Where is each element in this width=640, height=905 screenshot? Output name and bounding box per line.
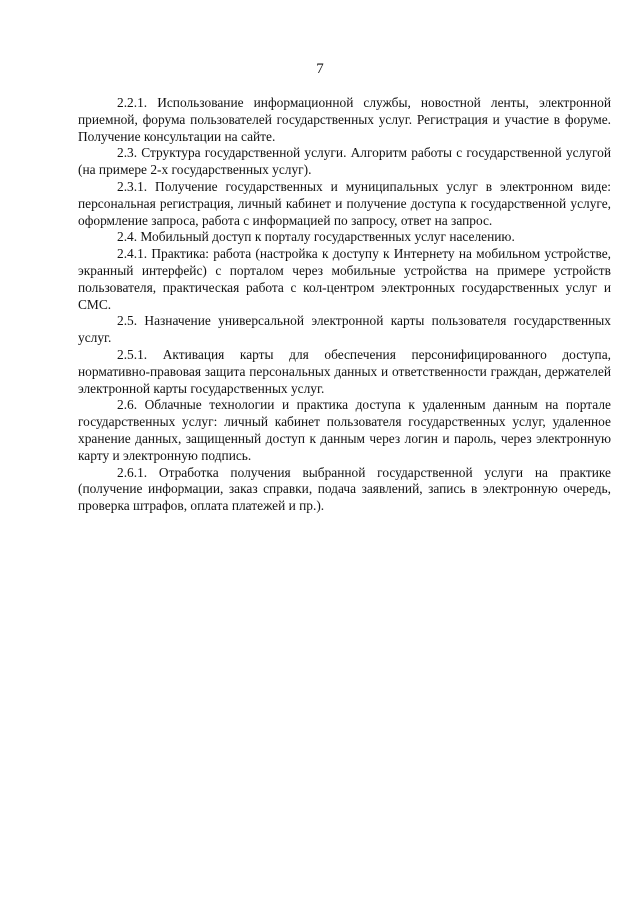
paragraph-2-6-1: 2.6.1. Отработка получения выбранной государственной услуги на практике (получение информации, заказ справки, подача заявлений, запись в электронную очередь, проверка штрафов, оплата платежей и пр.). — [78, 464, 611, 514]
paragraph-2-5: 2.5. Назначение универсальной электронной карты пользователя государственных услуг. — [78, 313, 611, 346]
paragraph-2-2-1: 2.2.1. Использование информационной службы, новостной ленты, электронной приемной, форума пользователей государственных услуг. Регистрация и участие в форуме. Получение консультации на сайте. — [78, 95, 611, 144]
paragraph-2-4-1: 2.4.1. Практика: работа (настройка к доступу к Интернету на мобильном устройстве, экранный интерфейс) с порталом через мобильные устройства на примере устройств пользователя, практическая работа с кол-центром электронных государственных услуг и СМС. — [78, 246, 611, 312]
paragraph-2-4: 2.4. Мобильный доступ к порталу государственных услуг населению. — [117, 229, 515, 245]
document-body — [78, 95, 611, 515]
paragraph-2-3: 2.3. Структура государственной услуги. Алгоритм работы с государственной услугой (на примере 2-х государственных услуг). — [78, 145, 611, 178]
paragraph-2-6: 2.6. Облачные технологии и практика доступа к удаленным данным на портале государственных услуг: личный кабинет пользователя государственных услуг, удаленное хранение данных, защищенный доступ к данным через логин и пароль, через электронную карту и электронную подпись. — [78, 397, 611, 463]
paragraph-2-5-1: 2.5.1. Активация карты для обеспечения персонифицированного доступа, нормативно-правовая защита персональных данных и ответственности граждан, держателей электронной карты государственных услуг. — [78, 346, 611, 396]
paragraph-2-3-1: 2.3.1. Получение государственных и муниципальных услуг в электронном виде: персональная регистрация, личный кабинет и получение доступа к государственной услуге, оформление запроса, работа с информацией по запросу, ответ на запрос. — [78, 178, 611, 228]
page-number: 7 — [316, 61, 324, 77]
